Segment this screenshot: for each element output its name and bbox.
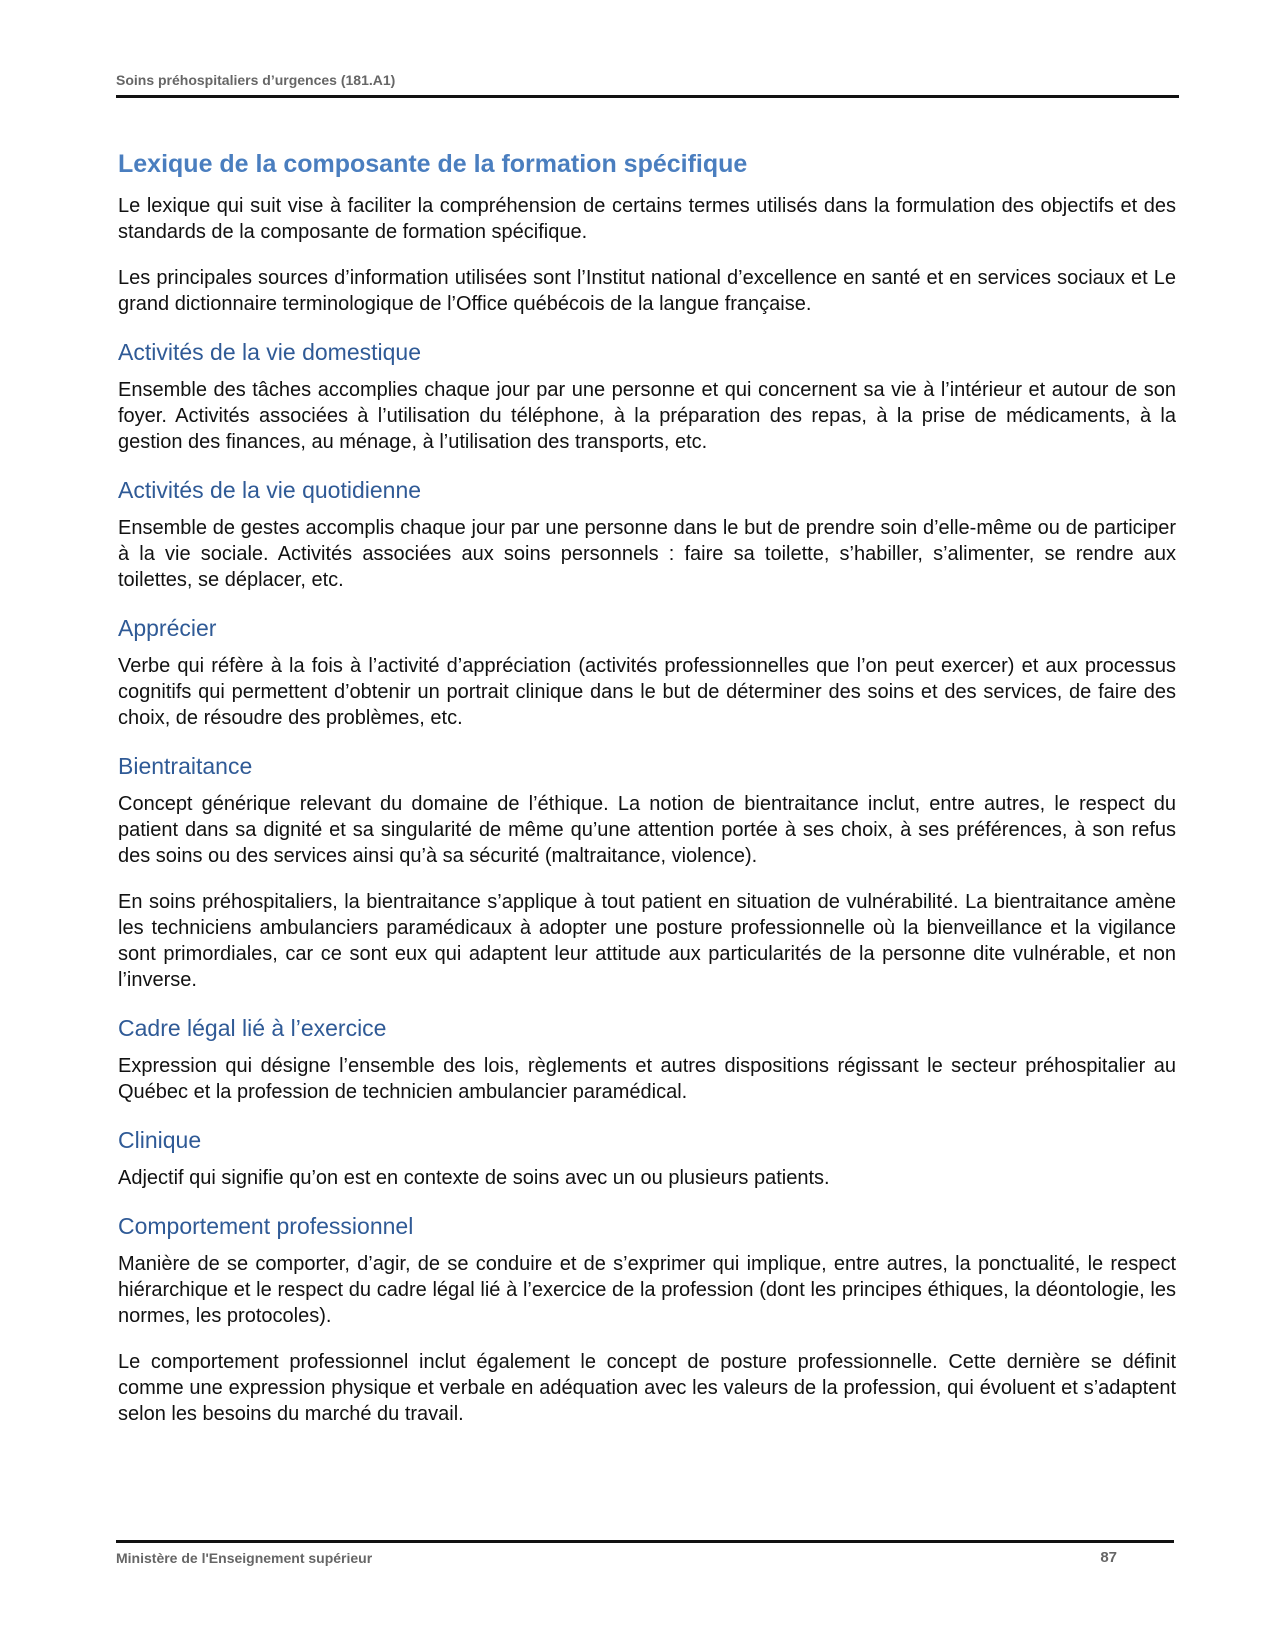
lexicon-definition: En soins préhospitaliers, la bientraitance s’applique à tout patient en situation de vulnérabilité. La bientraitance amène les techniciens ambulanciers paramédicaux à adopter une posture professionnelle où la bienveillance et la vigilance sont primordiales, car ce sont eux qui adaptent leur attitude aux particularités de la personne dite vulnérable, et non l’inverse. <box>118 891 1176 991</box>
page-title: Lexique de la composante de la formation spécifique <box>118 150 748 178</box>
lexicon-term: Apprécier <box>118 615 217 641</box>
footer-ministry: Ministère de l'Enseignement supérieur <box>116 1550 373 1566</box>
lexicon-entry <box>118 475 1176 593</box>
lexicon-term: Clinique <box>118 1127 202 1153</box>
lexicon-definition: Le comportement professionnel inclut également le concept de posture professionnelle. Cette dernière se définit comme une expression physique et verbale en adéquation avec les valeurs de la profession, qui évoluent et s’adaptent selon les besoins du marché du travail. <box>118 1351 1176 1425</box>
lexicon-term: Activités de la vie domestique <box>118 339 421 365</box>
lexicon-definition: Manière de se comporter, d’agir, de se conduire et de s’exprimer qui implique, entre autres, la ponctualité, le respect hiérarchique et le respect du cadre légal lié à l’exercice de la profession (dont les principes éthiques, la déontologie, les normes, les protocoles). <box>118 1253 1176 1327</box>
page-header <box>116 71 1179 98</box>
lexicon-term: Activités de la vie quotidienne <box>118 477 422 503</box>
intro-paragraph: Le lexique qui suit vise à faciliter la compréhension de certains termes utilisés dans la formulation des objectifs et des standards de la composante de formation spécifique. <box>118 195 1176 243</box>
lexicon-entry <box>118 1013 1176 1105</box>
lexicon-entry <box>118 1211 1176 1427</box>
header-title: Soins préhospitaliers d’urgences (181.A1) <box>116 72 396 88</box>
main-content <box>118 147 1176 1447</box>
lexicon-definition: Ensemble de gestes accomplis chaque jour par une personne dans le but de prendre soin d’elle-même ou de participer à la vie sociale. Activités associées aux soins personnels : faire sa toilette, s’habiller, s’alimenter, se rendre aux toilettes, se déplacer, etc. <box>118 517 1176 591</box>
lexicon-definition: Verbe qui réfère à la fois à l’activité d’appréciation (activités professionnelles que l’on peut exercer) et aux processus cognitifs qui permettent d’obtenir un portrait clinique dans le but de déterminer des soins et des services, de faire des choix, de résoudre des problèmes, etc. <box>118 655 1176 729</box>
lexicon-entry <box>118 751 1176 993</box>
lexicon-term: Cadre légal lié à l’exercice <box>118 1015 387 1041</box>
page-footer <box>116 1540 1174 1568</box>
lexicon-definition: Expression qui désigne l’ensemble des lois, règlements et autres dispositions régissant le secteur préhospitalier au Québec et la profession de technicien ambulancier paramédical. <box>118 1055 1176 1103</box>
lexicon-entry <box>118 337 1176 455</box>
lexicon-term: Bientraitance <box>118 753 253 779</box>
lexicon-definition: Adjectif qui signifie qu’on est en contexte de soins avec un ou plusieurs patients. <box>118 1167 830 1189</box>
lexicon-entry <box>118 1125 1176 1191</box>
page-number: 87 <box>1100 1549 1117 1566</box>
lexicon-term: Comportement professionnel <box>118 1213 414 1239</box>
intro-paragraph: Les principales sources d’information utilisées sont l’Institut national d’excellence en santé et en services sociaux et Le grand dictionnaire terminologique de l’Office québécois de la langue française. <box>118 267 1176 315</box>
lexicon-definition: Ensemble des tâches accomplies chaque jour par une personne et qui concernent sa vie à l’intérieur et autour de son foyer. Activités associées à l’utilisation du téléphone, à la préparation des repas, à la prise de médicaments, à la gestion des finances, au ménage, à l’utilisation des transports, etc. <box>118 379 1176 453</box>
lexicon-definition: Concept générique relevant du domaine de l’éthique. La notion de bientraitance inclut, entre autres, le respect du patient dans sa dignité et sa singularité de même qu’une attention portée à ses choix, à ses préférences, à son refus des soins ou des services ainsi qu’à sa sécurité (maltraitance, violence). <box>118 793 1176 867</box>
lexicon-entry <box>118 613 1176 731</box>
